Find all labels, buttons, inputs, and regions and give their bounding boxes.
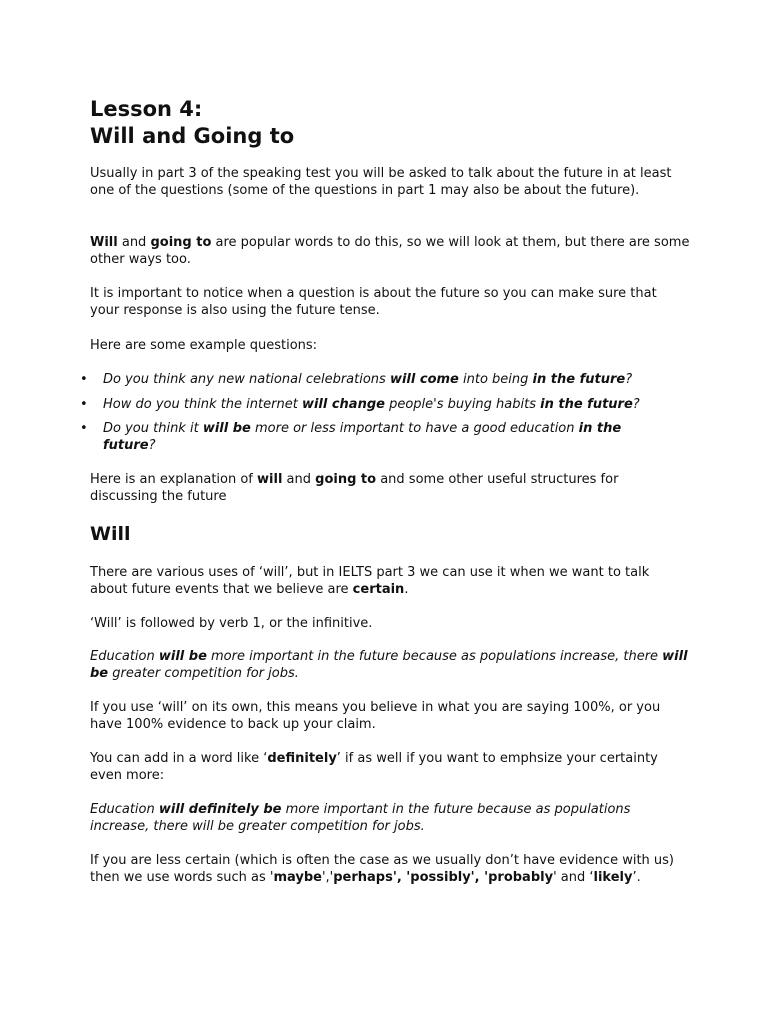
question-text-2 <box>103 396 643 413</box>
bold-segment: going to <box>150 235 212 250</box>
text-segment: If you are less certain (which is often the case as we usually don’t have evidence with us) then we use words such as ' <box>90 853 674 885</box>
text-segment: ? <box>632 397 640 412</box>
text-segment: and <box>282 472 316 487</box>
text-segment: Education <box>90 802 159 817</box>
text-segment: ',' <box>321 870 334 885</box>
text-segment: more important in the future because as populations increase, there <box>206 649 663 664</box>
text-segment: Usually in part 3 of the speaking test you will be asked to talk about the future in at least one of the questions (some of the questions in part 1 may also be about the future). <box>90 166 672 198</box>
text-segment: Education <box>90 649 159 664</box>
text-segment: ‘Will’ is followed by verb 1, or the infinitive. <box>90 616 373 631</box>
will-paragraph-3 <box>90 699 690 733</box>
text-segment: . <box>404 582 409 597</box>
text-segment: ? <box>625 372 633 387</box>
explanation-paragraph <box>90 471 690 505</box>
bold-segment: perhaps', 'possibly', 'probably <box>333 870 554 885</box>
text-segment: How do you think the internet <box>103 397 302 412</box>
text-segment: You can add in a word like ‘ <box>90 751 268 766</box>
intro-paragraph-3 <box>90 285 690 319</box>
text-segment: There are various uses of ‘will’, but in IELTS part 3 we can use it when we want to talk about future events that we believe are <box>90 565 650 597</box>
text-segment: people's buying habits <box>384 397 541 412</box>
bold-segment: in the future <box>540 397 633 412</box>
bold-segment: will be <box>202 421 251 436</box>
will-paragraph-1 <box>90 564 690 598</box>
lesson-title: Will and Going to <box>90 124 295 148</box>
text-segment: Do you think any new national celebrations <box>103 372 390 387</box>
text-segment: more important in the future because as populations increase, there will be greater competition for jobs. <box>90 802 631 834</box>
bold-segment: will come <box>389 372 459 387</box>
bullet-icon: • <box>80 421 88 436</box>
bold-segment: in the future <box>103 421 622 453</box>
text-segment: are popular words to do this, so we will look at them, but there are some other ways too. <box>90 235 690 267</box>
bold-segment: in the future <box>532 372 626 387</box>
bold-segment: will definitely be <box>158 802 282 817</box>
bold-segment: certain <box>352 582 405 597</box>
bold-segment: definitely <box>267 751 337 766</box>
text-segment: ' and ‘ <box>553 870 594 885</box>
text-segment: into being <box>458 372 533 387</box>
will-paragraph-4 <box>90 750 690 784</box>
bullet-icon: • <box>80 397 88 412</box>
bold-segment: going to <box>315 472 377 487</box>
bold-segment: Will <box>90 235 118 250</box>
bold-segment: likely <box>593 870 633 885</box>
text-segment: ? <box>148 438 156 453</box>
bold-segment: will be <box>90 649 688 681</box>
question-text-3 <box>103 420 643 454</box>
will-example-1 <box>90 648 690 682</box>
question-text-1 <box>103 371 643 388</box>
bullet-icon: • <box>80 372 88 387</box>
text-segment: ’. <box>632 870 641 885</box>
bold-segment: will be <box>158 649 207 664</box>
text-segment: ’ if as well if you want to emphsize your certainty even more: <box>90 751 658 783</box>
text-segment: It is important to notice when a question is about the future so you can make sure that your response is also using the future tense. <box>90 286 657 318</box>
text-segment: Do you think it <box>103 421 203 436</box>
will-heading: Will <box>90 523 131 545</box>
bold-segment: will <box>257 472 283 487</box>
text-segment: and some other useful structures for discussing the future <box>90 472 619 504</box>
intro-paragraph-2 <box>90 234 690 268</box>
will-example-2 <box>90 801 690 835</box>
bold-segment: maybe <box>273 870 322 885</box>
lesson-number: Lesson 4: <box>90 97 203 121</box>
will-paragraph-5 <box>90 852 690 886</box>
text-segment: Here are some example questions: <box>90 338 318 353</box>
will-paragraph-2 <box>90 615 690 632</box>
text-segment: more or less important to have a good education <box>250 421 579 436</box>
text-segment: and <box>117 235 151 250</box>
text-segment: Here is an explanation of <box>90 472 258 487</box>
text-segment: If you use ‘will’ on its own, this means you believe in what you are saying 100%, or you have 100% evidence to back up your claim. <box>90 700 661 732</box>
bold-segment: will change <box>301 397 385 412</box>
text-segment: greater competition for jobs. <box>108 666 299 681</box>
intro-paragraph-4 <box>90 337 690 354</box>
intro-paragraph-1 <box>90 165 690 199</box>
